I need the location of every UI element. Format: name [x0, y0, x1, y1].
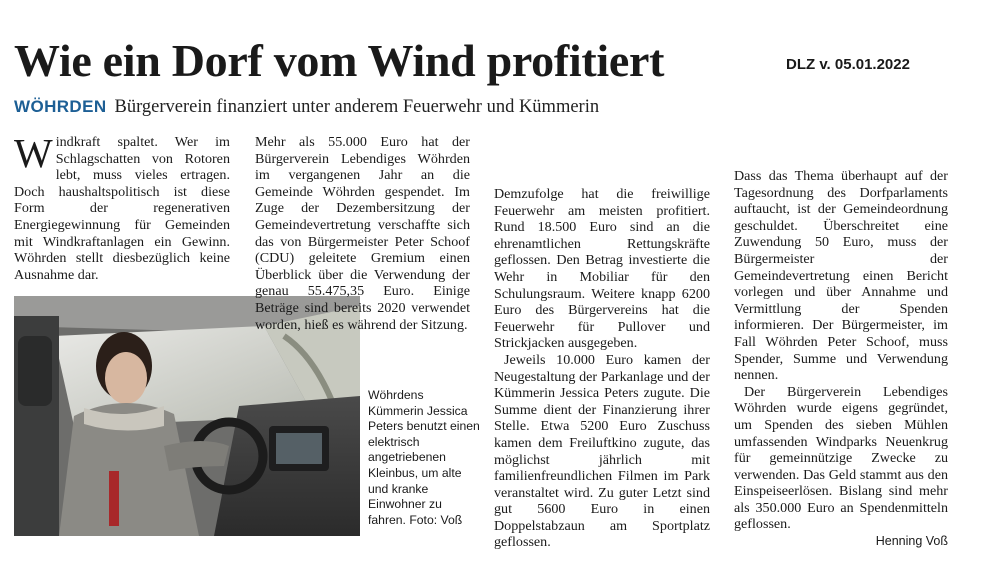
headline: Wie ein Dorf vom Wind profitiert — [14, 35, 665, 86]
photo-caption: Wöhrdens Kümmerin Jessica Peters benutzt einen elektrisch angetriebenen Kleinbus, um alte und kranke Einwohner zu fahren. Foto: Voß — [368, 388, 480, 527]
paragraph-donation: Mehr als 55.000 Euro hat der Bürgerverein Lebendiges Wöhrden im vergangenen Jahr an die Gemeinde Wöhrden gespendet. Im Zuge der Dezembersitzung der Gemeindevertretung verschaffte sich das von Bürgermeister Peter Schoof (CDU) geleitete Gremium einen Überblick über die Verwendung der genau 55.475,35 Euro. Einige Beträge sind bereits 2020 verwendet worden, hieß es während der Sitzung. — [255, 134, 470, 333]
article-column-4 — [734, 168, 948, 550]
intro-text: indkraft spaltet. Wer im Schlagschatten von Rotoren lebt, muss vieles ertragen. Doch haushaltspolitisch ist diese Form der regenerativen Energiegewinnung für Gemeinden mit Windkraftanlagen ein Gewinn. Wöhrden stellt diesbezüglich keine Ausnahme dar. — [14, 134, 230, 283]
paragraph-kuemmerin: Jeweils 10.000 Euro kamen der Neugestaltung der Parkanlage und der Kümmerin Jessica Peters zugute. Die Summe dient der Finanzierung ihrer Stelle. Etwa 5200 Euro Zuschuss kamen dem Freiluftkino zugute, das möglichst jährlich mit familienfreundlichen Filmen im Park veranstaltet wird. Zu guter Letzt sind gut 5600 Euro in einen Doppelstabzaun am Sportplatz geflossen. — [494, 351, 710, 551]
paragraph-gemeindeordnung: Dass das Thema überhaupt auf der Tagesordnung des Dorfparlaments auftaucht, ist der Gemeindeordnung geschuldet. Überschreitet eine Zuwendung 50 Euro, muss der Bürgermeister der Gemeindevertretung einen Bericht vorlegen und über Annahme und Vermittlung der Spenden informieren. Der Bürgermeister, im Fall Wöhrden Peter Schoof, muss Spender, Summe und Verwendung nennen. — [734, 168, 948, 384]
paragraph-feuerwehr: Demzufolge hat die freiwillige Feuerwehr am meisten profitiert. Rund 18.500 Euro sind an die ehrenamtlichen Rettungskräfte geflossen. Den Betrag investierte die Wehr in Mobiliar für den Schulungsraum. Weitere knapp 6200 Euro des Bürgervereins hat die Feuerwehr für Pullover und Strickjacken ausgegeben. — [494, 186, 710, 352]
source-label: DLZ v. 05.01.2022 — [786, 56, 910, 73]
article-column-2 — [255, 134, 470, 333]
kicker: WÖHRDEN — [14, 97, 107, 116]
paragraph-intro — [14, 130, 230, 283]
paragraph-buergerverein: Der Bürgerverein Lebendiges Wöhrden wurde eigens gegründet, um Spenden des sieben Mühlen umfassenden Windparks Neuenkrug für gemeinnützige Zwecke zu verwenden. Das Geld stammt aus den Einspeiseerlösen. Bislang sind mehr als 350.000 Euro an Spendenmitteln geflossen. — [734, 383, 948, 533]
article-column-1 — [14, 130, 230, 283]
author-byline: Henning Voß — [875, 534, 948, 549]
article-column-3 — [494, 186, 710, 551]
subheadline-row — [14, 92, 599, 122]
subheadline: Bürgerverein finanziert unter anderem Feuerwehr und Kümmerin — [114, 97, 600, 117]
drop-cap: W — [14, 130, 53, 176]
